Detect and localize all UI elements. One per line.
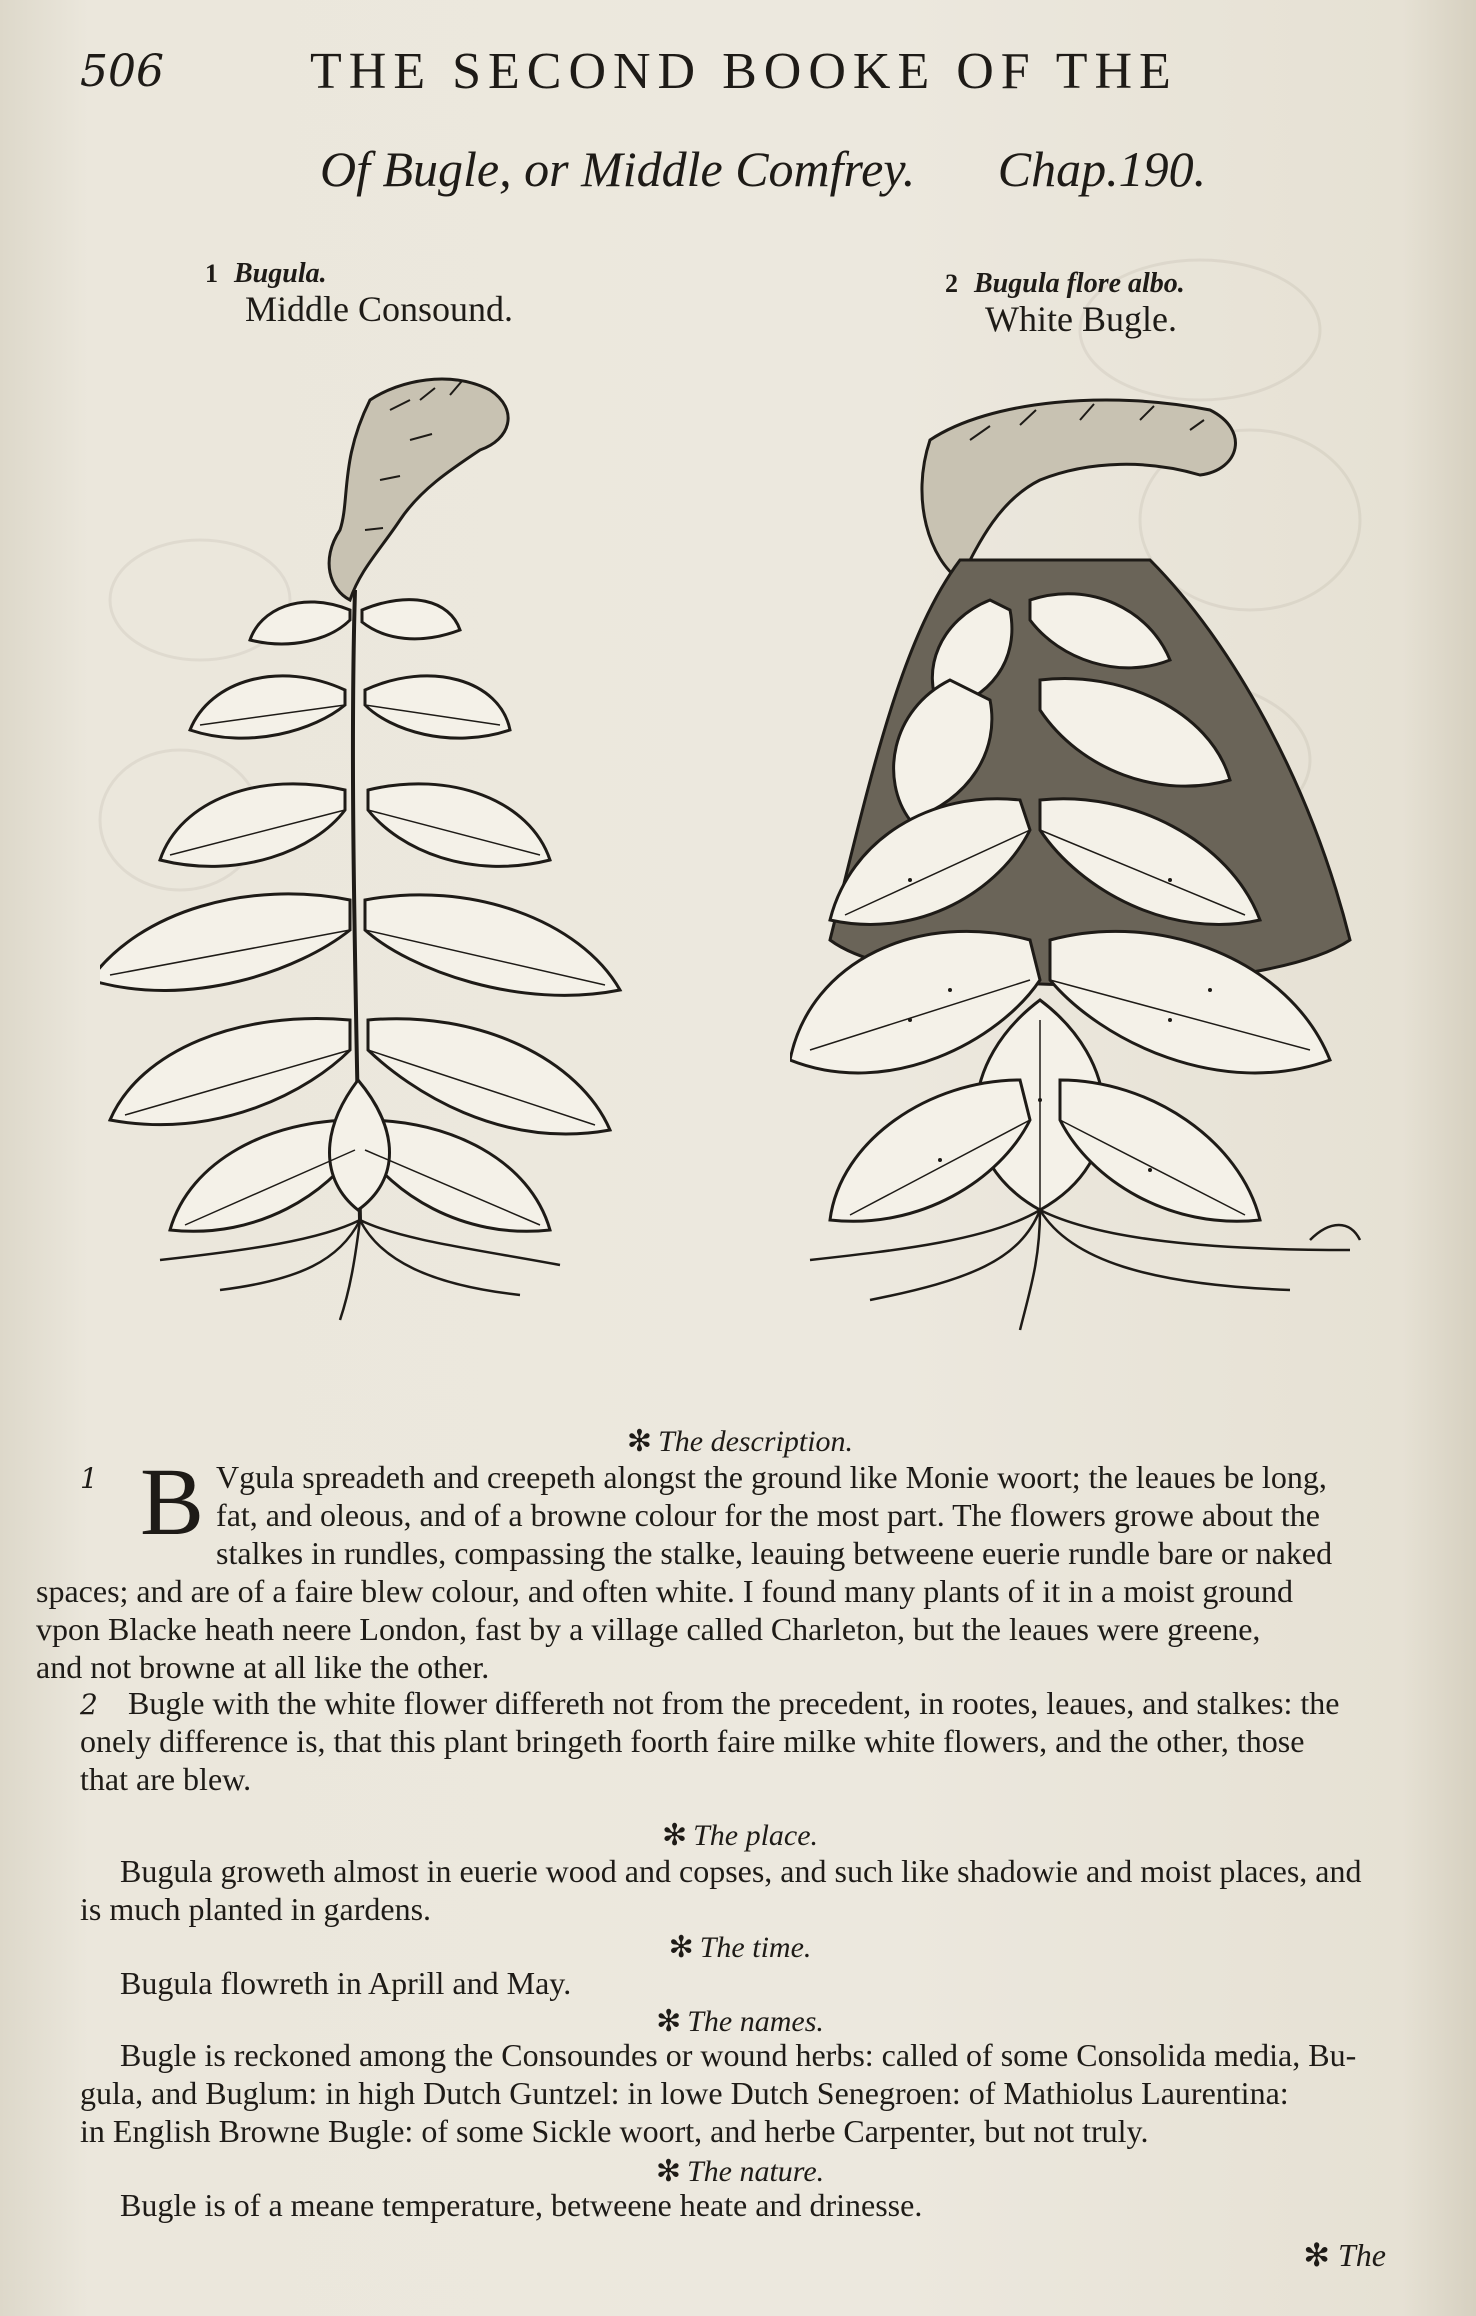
text-line: vpon Blacke heath neere London, fast by a village called Charleton, but the leaues were greene, — [36, 1611, 1261, 1647]
page-number: 506 — [80, 46, 164, 97]
chapter-title — [320, 140, 1220, 198]
text-line: is much planted in gardens. — [80, 1891, 432, 1927]
section-heading-place — [80, 1818, 1400, 1853]
section-heading-time — [80, 1930, 1400, 1965]
drop-cap: B — [140, 1448, 205, 1555]
names-paragraph — [80, 2036, 1400, 2150]
text-line: stalkes in rundles, compassing the stalke, leauing betweene euerie rundle bare or naked — [216, 1535, 1333, 1571]
text-line: gula, and Buglum: in high Dutch Guntzel: in lowe Dutch Senegroen: of Mathiolus Laurentina: — [80, 2075, 1289, 2111]
time-paragraph — [80, 1964, 1400, 2002]
text-line: Bugle is reckoned among the Consoundes or wound herbs: called of some Consolida media, Bu- — [120, 2037, 1357, 2073]
text-line: onely difference is, that this plant bringeth foorth faire milke white flowers, and the other, those — [80, 1723, 1305, 1759]
star-ornament-icon: ✻ — [661, 1819, 688, 1852]
text-line: spaces; and are of a faire blew colour, and often white. I found many plants of it in a moist ground — [36, 1573, 1294, 1609]
heading-text: The time. — [699, 1931, 812, 1964]
woodcut-bugula-flore-albo — [790, 380, 1410, 1400]
star-ornament-icon: ✻ — [1303, 2237, 1330, 2273]
star-ornament-icon: ✻ — [656, 2005, 682, 2038]
catchword-text: The — [1338, 2237, 1386, 2273]
chapter-name: Of Bugle, or Middle Comfrey. — [320, 141, 916, 197]
figure-english-name: Middle Consound. — [245, 289, 514, 329]
heading-text: The nature. — [686, 2155, 825, 2188]
section-heading-description — [80, 1424, 1400, 1459]
text-line: in English Browne Bugle: of some Sickle woort, and herbe Carpenter, but not truly. — [80, 2113, 1149, 2149]
figure-number: 1 — [205, 259, 218, 288]
figure-caption-1 — [205, 258, 513, 330]
text-line: Bugula groweth almost in euerie wood and copses, and such like shadowie and moist places, and — [120, 1853, 1362, 1889]
figure-number: 2 — [945, 269, 958, 298]
page-header — [80, 38, 1386, 108]
section-heading-names — [80, 2004, 1400, 2039]
text-line: fat, and oleous, and of a browne colour for the most part. The flowers growe about the — [216, 1497, 1320, 1533]
figure-caption-2 — [945, 268, 1185, 340]
star-ornament-icon: ✻ — [655, 2155, 681, 2188]
heading-text: The place. — [693, 1819, 819, 1852]
description-paragraph-1 — [36, 1448, 1400, 1686]
heading-text: The description. — [658, 1425, 854, 1458]
figure-latin-name: Bugula flore albo. — [974, 268, 1185, 299]
star-ornament-icon: ✻ — [668, 1931, 694, 1964]
running-head: THE SECOND BOOKE OF THE — [310, 43, 1178, 100]
figure-latin-name: Bugula. — [234, 258, 327, 289]
description-paragraph-2 — [80, 1684, 1400, 1798]
catchword — [1303, 2236, 1386, 2274]
place-paragraph — [80, 1852, 1400, 1928]
text-line: Vgula spreadeth and creepeth alongst the ground like Monie woort; the leaues be long, — [216, 1459, 1327, 1495]
woodcut-bugula — [100, 360, 660, 1380]
text-line: that are blew. — [80, 1761, 252, 1797]
section-heading-nature — [80, 2154, 1400, 2189]
heading-text: The names. — [687, 2005, 824, 2038]
text-line: Bugle with the white flower differeth not from the precedent, in rootes, leaues, and stalkes: the — [128, 1685, 1340, 1721]
margin-number-2: 2 — [80, 1688, 98, 1721]
text-line: Bugula flowreth in Aprill and May. — [120, 1965, 572, 2001]
margin-number-1: 1 — [80, 1462, 98, 1495]
text-line: and not browne at all like the other. — [36, 1649, 490, 1685]
star-ornament-icon: ✻ — [626, 1425, 653, 1458]
text-line: Bugle is of a meane temperature, betweene heate and drinesse. — [120, 2187, 923, 2223]
chapter-number: Chap.190. — [997, 141, 1207, 197]
nature-paragraph — [80, 2186, 1400, 2224]
figure-english-name: White Bugle. — [985, 299, 1177, 339]
